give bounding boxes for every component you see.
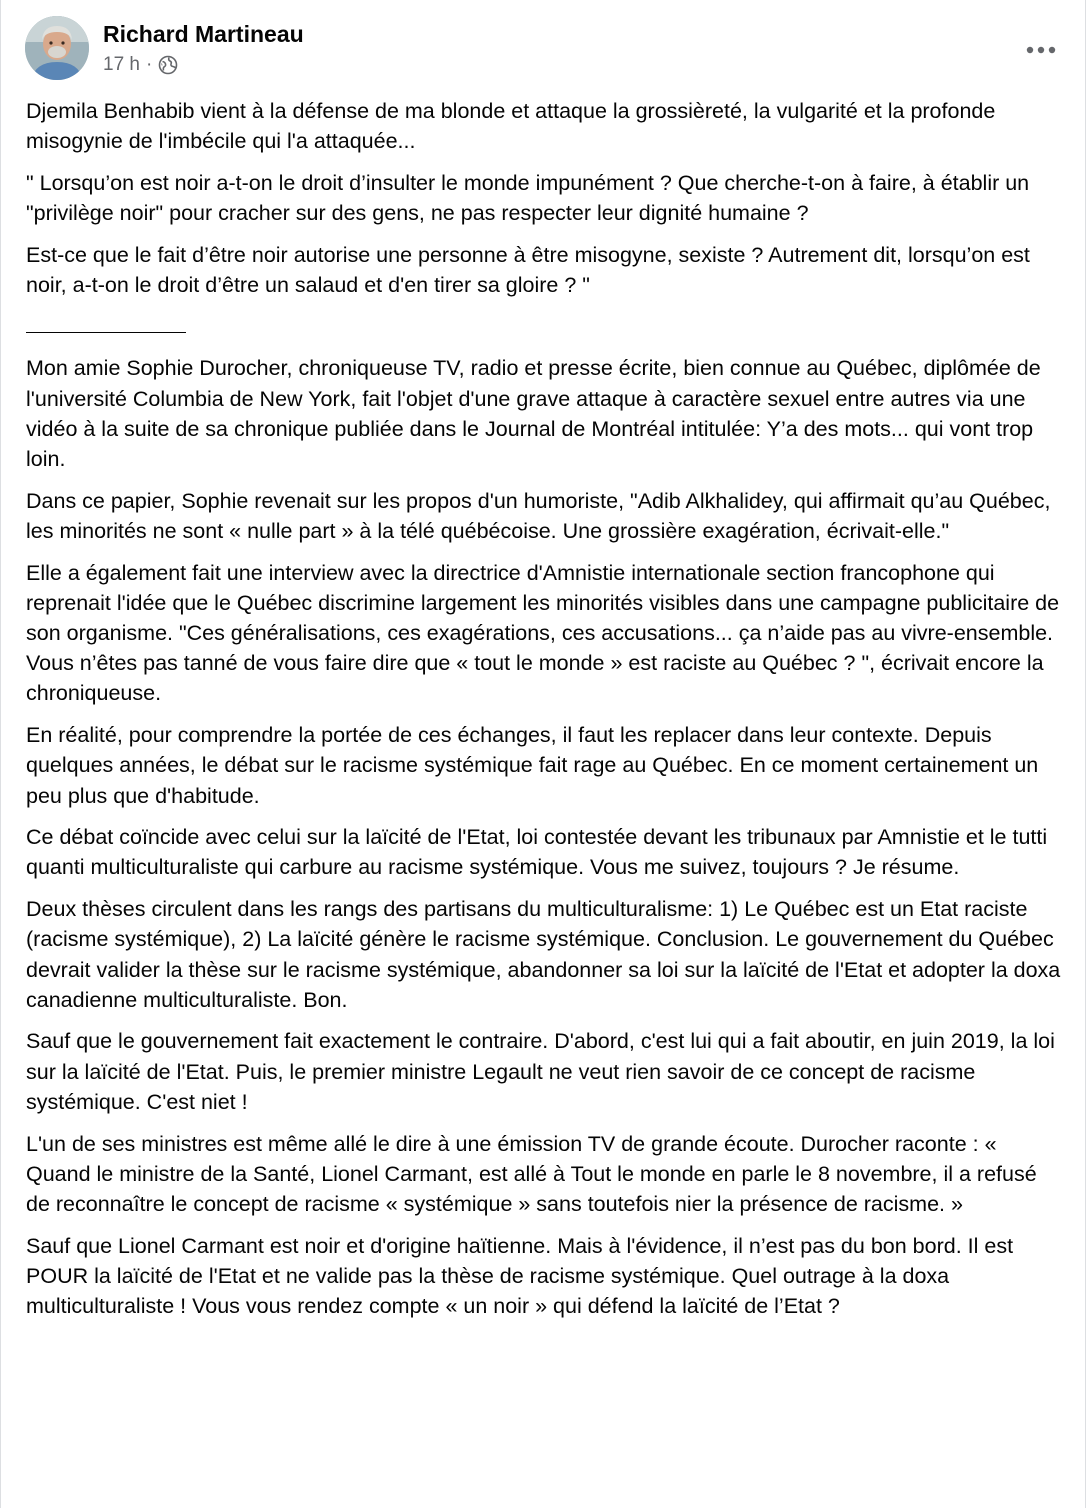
post-paragraph: Mon amie Sophie Durocher, chroniqueuse TV, radio et presse écrite, bien connue au Québec, diplômée de l'université Columbia de New York, fait l'objet d'une grave attaque à caractère sexuel entre autres via une vidéo à la suite de sa chronique publiée dans le Journal de Montréal intitulée: Y’a des mots... qui vont trop loin.: [26, 356, 1041, 472]
globe-icon[interactable]: [158, 55, 178, 75]
post-paragraph: En réalité, pour comprendre la portée de ces échanges, il faut les replacer dans leur contexte. Depuis quelques années, le débat sur le racisme systémique fait rage au Québec. En ce moment certainement un peu plus que d'habitude.: [26, 723, 1039, 808]
more-dots-icon: [1026, 46, 1056, 54]
post-paragraph: Est-ce que le fait d’être noir autorise une personne à être misogyne, sexiste ? Autrement dit, lorsqu’on est noir, a-t-on le droit d’être un salaud et d'en tirer sa gloire ? ": [26, 242, 1030, 298]
post-paragraph: Sauf que le gouvernement fait exactement le contraire. D'abord, c'est lui qui a fait aboutir, en juin 2019, la loi sur la laïcité de l'Etat. Puis, le premier ministre Legault ne veut rien savoir de ce concept de racisme systémique. C'est niet !: [26, 1029, 1055, 1114]
avatar-portrait-icon: [25, 16, 89, 80]
post-timestamp[interactable]: 17 h: [103, 54, 140, 75]
post-meta: [103, 54, 178, 76]
post-paragraph: Ce débat coïncide avec celui sur la laïcité de l'Etat, loi contestée devant les tribunaux par Amnistie et le tutti quanti multiculturaliste qui carbure au racisme systémique. Vous me suivez, toujours ? Je résume.: [26, 825, 1048, 880]
post-paragraph: Sauf que Lionel Carmant est noir et d'origine haïtienne. Mais à l'évidence, il n’est pas du bon bord. Il est POUR la laïcité de l'Etat et ne valide pas la thèse de racisme systémique. Quel outrage à la doxa multiculturaliste ! Vous vous rendez compte « un noir » qui défend la laïcité de l’Etat ?: [26, 1233, 1014, 1319]
post-header: [25, 16, 1065, 82]
author-name[interactable]: Richard Martineau: [103, 21, 304, 47]
post-paragraph: Deux thèses circulent dans les rangs des partisans du multiculturalisme: 1) Le Québec est un Etat raciste (racisme systémique), 2) La laïcité génère le racisme systémique. Conclusion. Le gouvernement du Québec devrait valider la thèse sur le racisme systémique, abandonner sa loi sur la laïcité de l'Etat et adopter la doxa canadienne multiculturaliste. Bon.: [26, 897, 1061, 1012]
post-paragraph: Djemila Benhabib vient à la défense de ma blonde et attaque la grossièreté, la vulgarité et la profonde misogynie de l'imbécile qui l'a attaquée...: [26, 99, 996, 154]
post-paragraph: Dans ce papier, Sophie revenait sur les propos d'un humoriste, "Adib Alkhalidey, qui affirmait qu’au Québec, les minorités ne sont « nulle part » à la télé québécoise. Une grossière exagération, écrivait-elle.": [26, 488, 1051, 543]
post-body: [26, 96, 1066, 1333]
meta-separator: ·: [145, 54, 153, 75]
post-paragraph: L'un de ses ministres est même allé le dire à une émission TV de grande écoute. Durocher raconte : « Quand le ministre de la Santé, Lionel Carmant, est allé à Tout le monde en parle le 8 novembre, il a refusé de reconnaître le concept de racisme « systémique » sans toutefois nier la présence de racisme. »: [26, 1131, 1037, 1216]
post-paragraph: Elle a également fait une interview avec la directrice d'Amnistie internationale section francophone qui reprenait l'idée que le Québec discrimine largement les minorités visibles dans une campagne publicitaire de son organisme. "Ces généralisations, ces exagérations, ces accusations... ça n’aide pas au vivre-ensemble. Vous n’êtes pas tanné de vous faire dire que « tout le monde » est raciste au Québec ? ", écrivait encore la chroniqueuse.: [26, 560, 1060, 706]
post-paragraph: " Lorsqu’on est noir a-t-on le droit d’insulter le monde impunément ? Que cherche-t-on à faire, à établir un "privilège noir" pour cracher sur des gens, ne pas respecter leur dignité humaine ?: [26, 170, 1030, 226]
text-divider: [26, 312, 1066, 342]
more-options-button[interactable]: [1021, 30, 1061, 70]
avatar[interactable]: [25, 16, 89, 80]
